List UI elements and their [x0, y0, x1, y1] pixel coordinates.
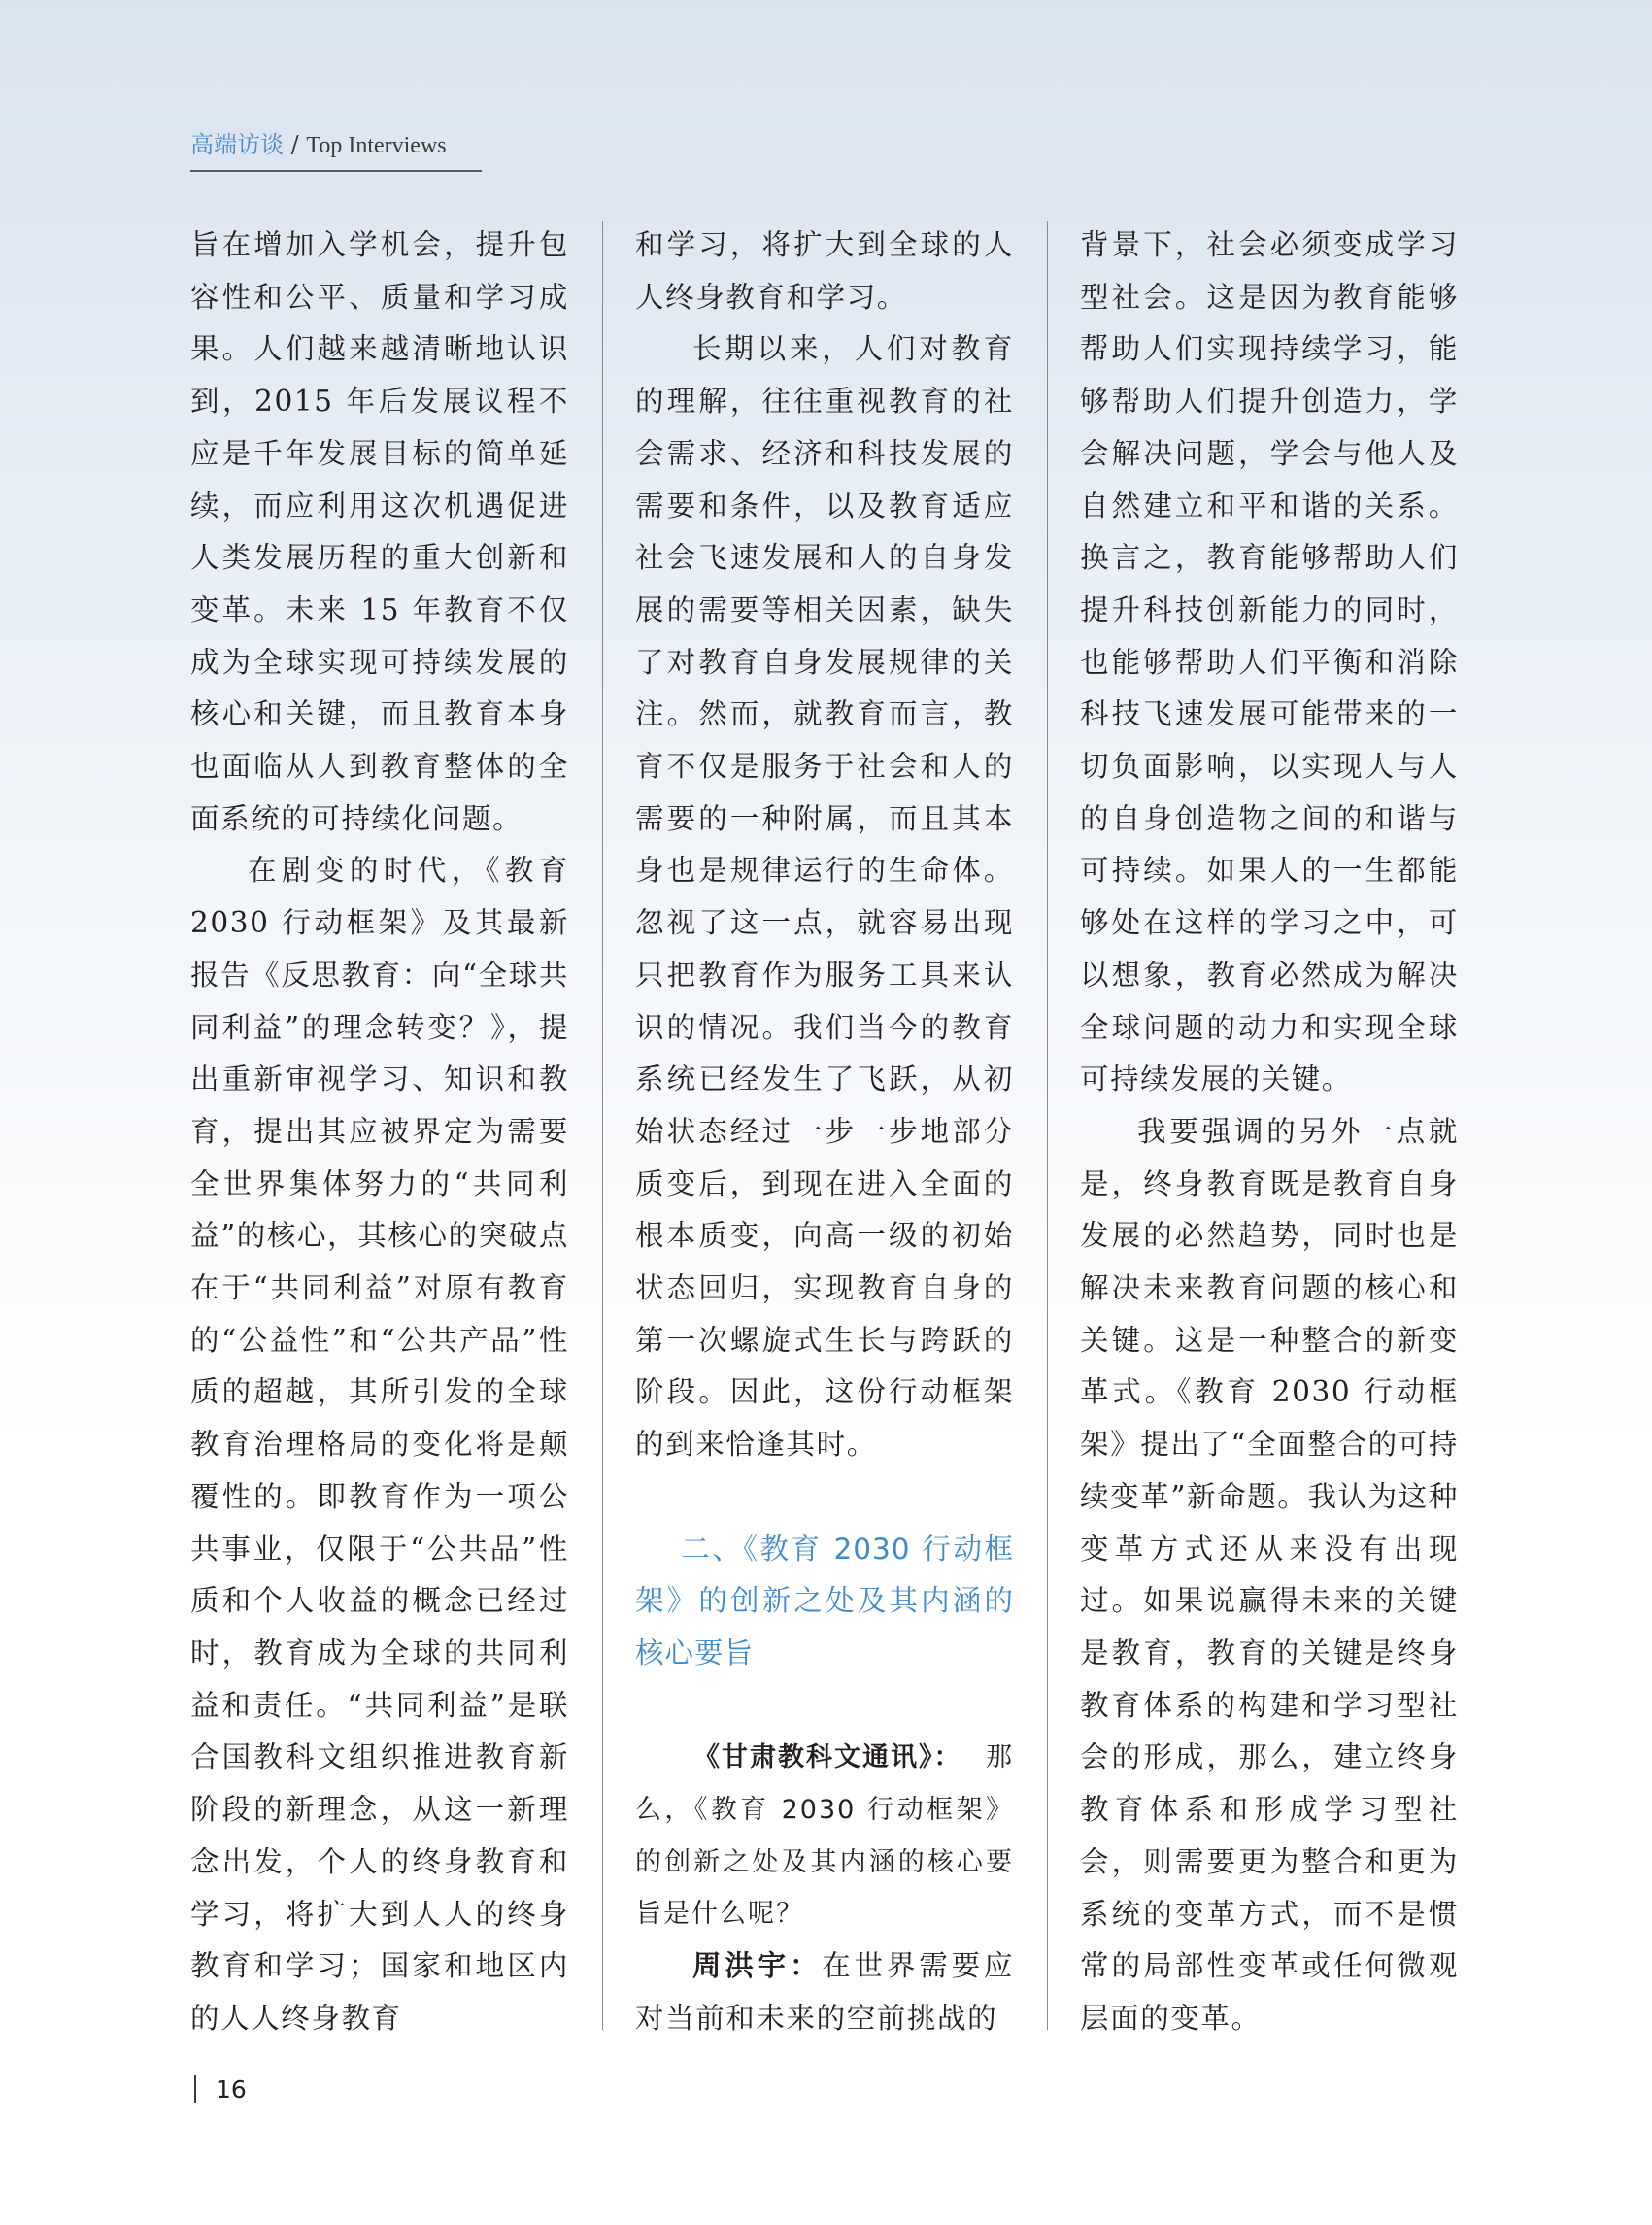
running-header	[190, 128, 482, 172]
column-divider-1	[602, 221, 603, 2030]
col1-paragraph-1: 旨在增加入学机会，提升包容性和公平、质量和学习成果。人们越来越清晰地认识到，2015 年后发展议程不应是千年发展目标的简单延续，而应利用这次机遇促进人类发展历程的重大创新和变革。未来 15 年教育不仅成为全球实现可持续发展的核心和关键，而且教育本身也面临从人到教育整体的全面系统的可持续化问题。	[190, 228, 569, 835]
column-divider-2	[1047, 221, 1048, 2030]
column-3	[1080, 219, 1459, 2045]
question-text: 那么，《教育 2030 行动框架》的创新之处及其内涵的核心要旨是什么呢？	[635, 1742, 1014, 1930]
col2-paragraph-2: 长期以来，人们对教育的理解，往往重视教育的社会需求、经济和科技发展的需要和条件，以及教育适应社会飞速发展和人的自身发展的需要等相关因素，缺失了对教育自身发展规律的关注。然而，就教育而言，教育不仅是服务于社会和人的需要的一种附属，而且其本身也是规律运行的生命体。忽视了这一点，就容易出现只把教育作为服务工具来认识的情况。我们当今的教育系统已经发生了飞跃，从初始状态经过一步一步地部分质变后，到现在进入全面的根本质变，向高一级的初始状态回归，实现教育自身的第一次螺旋式生长与跨跃的阶段。因此，这份行动框架的到来恰逢其时。	[635, 332, 1014, 1462]
col1-paragraph-2: 在剧变的时代，《教育 2030 行动框架》及其最新报告《反思教育：向“全球共同利益”的理念转变？》，提出重新审视学习、知识和教育，提出其应被界定为需要全世界集体努力的“共同利益”的核心，其核心的突破点在于“共同利益”对原有教育的“公益性”和“公共产品”性质的超越，其所引发的全球教育治理格局的变化将是颠覆性的。即教育作为一项公共事业，仅限于“公共品”性质和个人收益的概念已经过时，教育成为全球的共同利益和责任。“共同利益”是联合国教科文组织推进教育新阶段的新理念，从这一新理念出发，个人的终身教育和学习，将扩大到人人的终身教育和学习；国家和地区内的人人终身教育	[190, 854, 569, 2035]
page-number: 16	[216, 2074, 247, 2104]
header-section-cn: 高端访谈	[190, 131, 284, 158]
header-separator: /	[284, 131, 307, 158]
col3-paragraph-2: 我要强调的另外一点就是，终身教育既是教育自身发展的必然趋势，同时也是解决未来教育问题的核心和关键。这是一种整合的新变革式。《教育 2030 行动框架》提出了“全面整合的可持续变革”新命题。我认为这种变革方式还从来没有出现过。如果说赢得未来的关键是教育，教育的关键是终身教育体系的构建和学习型社会的形成，那么，建立终身教育体系和形成学习型社会，则需要更为整合和更为系统的变革方式，而不是惯常的局部性变革或任何微观层面的变革。	[1080, 1114, 1459, 2035]
column-2	[635, 219, 1014, 2045]
page-footer	[194, 2073, 247, 2105]
interview-answer	[635, 1940, 1014, 2044]
question-source: 《甘肃教科文通讯》：	[693, 1742, 962, 1773]
col2-paragraph-1: 和学习，将扩大到全球的人人终身教育和学习。	[635, 228, 1014, 314]
col3-paragraph-1: 背景下，社会必须变成学习型社会。这是因为教育能够帮助人们实现持续学习，能够帮助人们提升创造力，学会解决问题，学会与他人及自然建立和平和谐的关系。换言之，教育能够帮助人们提升科技创新能力的同时，也能够帮助人们平衡和消除科技飞速发展可能带来的一切负面影响，以实现人与人的自身创造物之间的和谐与可持续。如果人的一生都能够处在这样的学习之中，可以想象，教育必然成为解决全球问题的动力和实现全球可持续发展的关键。	[1080, 228, 1459, 1096]
column-1	[190, 219, 569, 2045]
interview-question	[635, 1732, 1014, 1940]
footer-rule	[194, 2075, 196, 2103]
section-title: 二、《教育 2030 行动框架》的创新之处及其内涵的核心要旨	[635, 1532, 1014, 1669]
header-section-en: Top Interviews	[306, 133, 447, 158]
answer-speaker: 周洪宇：	[692, 1949, 823, 1983]
answer-text: 在世界需要应对当前和未来的空前挑战的	[635, 1949, 1014, 2035]
